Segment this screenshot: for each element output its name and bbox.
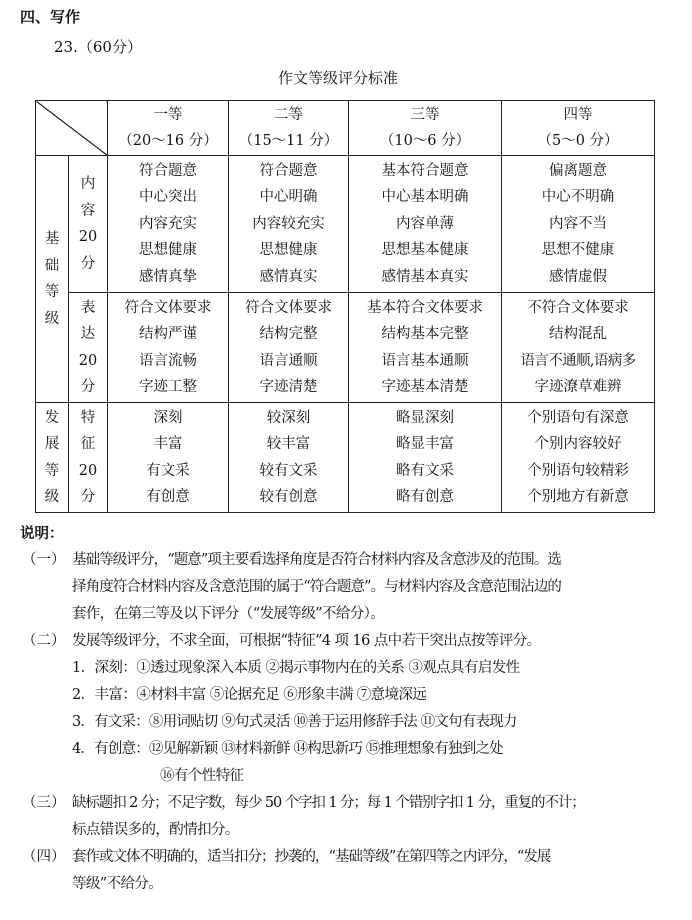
grade-range: （5～0 分） — [537, 133, 619, 149]
note-line: 套作或文体不明确的，适当扣分；抄袭的，“基础等级”在第四等之内评分，“发展 — [72, 849, 551, 865]
note-line: 缺标题扣 2 分；不足字数，每少 50 个字扣 1 分；每 1 个错别字扣 1 分，重复的不计； — [72, 795, 585, 811]
group-label-development: 发 展 等 级 — [36, 403, 69, 513]
criterion-expression: 表 达 20 分 — [69, 293, 108, 403]
grade-range: （20～16 分） — [118, 133, 218, 149]
corner-cell — [36, 101, 108, 156]
criteria-cell: 偏离题意 中心不明确 内容不当 思想不健康 感情虚假 — [502, 156, 655, 293]
grading-table — [35, 100, 655, 513]
grade-range: （15～11 分） — [238, 133, 339, 149]
criterion-features: 特 征 20 分 — [69, 403, 108, 513]
group-label-basic: 基 础 等 级 — [36, 156, 69, 403]
criteria-cell: 符合题意 中心突出 内容充实 思想健康 感情真挚 — [108, 156, 229, 293]
note-marker: （四） — [22, 849, 66, 865]
criteria-cell: 个别语句有深意 个别内容较好 个别语句较精彩 个别地方有新意 — [502, 403, 655, 513]
criteria-cell: 符合文体要求 结构完整 语言通顺 字迹清楚 — [229, 293, 349, 403]
criteria-cell: 较深刻 较丰富 较有文采 较有创意 — [229, 403, 349, 513]
note-subitem: ⑯有个性特征 — [160, 768, 244, 784]
note-line: 基础等级评分，“题意”项主要看选择角度是否符合材料内容及含意涉及的范围。选 — [72, 552, 562, 568]
grade-label: 三等 — [410, 106, 440, 123]
note-line: 发展等级评分，不求全面，可根据“特征”4 项 16 点中若干突出点按等评分。 — [72, 633, 541, 649]
note-line: 等级”不给分。 — [72, 876, 163, 892]
grade-label: 二等 — [274, 106, 303, 123]
notes-heading: 说明： — [20, 525, 64, 542]
note-subitem: 3．有文采：⑧用词贴切 ⑨句式灵活 ⑩善于运用修辞手法 ⑪文句有表现力 — [72, 714, 517, 730]
table-row — [36, 156, 655, 293]
table-title: 作文等级评分标准 — [278, 69, 399, 87]
section-heading: 四、写作 — [20, 8, 81, 26]
note-line: 择角度符合材料内容及含意范围的属于“符合题意”。与材料内容及含意范围沾边的 — [72, 579, 562, 595]
note-subitem: 1．深刻：①透过现象深入本质 ②揭示事物内在的关系 ③观点具有启发性 — [72, 660, 520, 676]
table-header-row — [36, 101, 655, 156]
note-marker: （三） — [22, 795, 66, 811]
table-row — [36, 293, 655, 403]
criterion-content: 内 容 20 分 — [69, 156, 108, 293]
note-marker: （二） — [22, 633, 66, 649]
criteria-cell: 基本符合题意 中心基本明确 内容单薄 思想基本健康 感情基本真实 — [349, 156, 502, 293]
table-row — [36, 403, 655, 513]
note-marker: （一） — [22, 552, 66, 568]
grade-header-cell — [349, 101, 502, 156]
criteria-cell: 深刻 丰富 有文采 有创意 — [108, 403, 229, 513]
grade-label: 一等 — [153, 106, 183, 123]
criteria-cell: 略显深刻 略显丰富 略有文采 略有创意 — [349, 403, 502, 513]
criteria-cell: 符合文体要求 结构严谨 语言流畅 字迹工整 — [108, 293, 229, 403]
grade-range: （10～6 分） — [379, 133, 471, 149]
criteria-cell: 不符合文体要求 结构混乱 语言不通顺,语病多 字迹潦草难辨 — [502, 293, 655, 403]
grade-header-cell — [108, 101, 229, 156]
criteria-cell: 符合题意 中心明确 内容较充实 思想健康 感情真实 — [229, 156, 349, 293]
grade-header-cell — [229, 101, 349, 156]
question-number: 23.（60分） — [54, 38, 142, 56]
note-line: 标点错误多的，酌情扣分。 — [72, 822, 239, 838]
note-subitem: 4．有创意：⑫见解新颖 ⑬材料新鲜 ⑭构思新巧 ⑮推理想象有独到之处 — [72, 741, 503, 757]
grade-header-cell — [502, 101, 655, 156]
grade-label: 四等 — [563, 106, 593, 123]
note-line: 套作，在第三等及以下评分（“发展等级”不给分）。 — [72, 606, 385, 622]
criteria-cell: 基本符合文体要求 结构基本完整 语言基本通顺 字迹基本清楚 — [349, 293, 502, 403]
note-subitem: 2．丰富：④材料丰富 ⑤论据充足 ⑥形象丰满 ⑦意境深远 — [72, 687, 427, 703]
